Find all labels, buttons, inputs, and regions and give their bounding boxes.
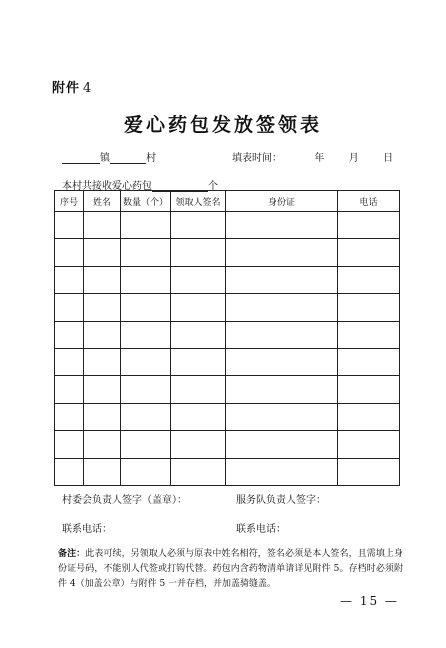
table-cell[interactable] [226, 239, 338, 266]
table-cell[interactable] [338, 458, 400, 485]
table-cell[interactable] [171, 403, 226, 430]
service-team-signature: 服务队负责人签字： [236, 495, 326, 506]
table-row [55, 458, 400, 485]
table-cell[interactable] [171, 266, 226, 293]
table-cell[interactable] [84, 348, 121, 375]
col-header-quantity: 数量（个） [121, 191, 171, 212]
table-cell[interactable] [338, 239, 400, 266]
table-cell[interactable] [55, 321, 84, 348]
town-blank[interactable] [62, 154, 100, 164]
table-cell[interactable] [121, 266, 171, 293]
table-cell[interactable] [171, 321, 226, 348]
table-cell[interactable] [55, 294, 84, 321]
table-cell[interactable] [84, 266, 121, 293]
table-cell[interactable] [171, 294, 226, 321]
table-cell[interactable] [171, 212, 226, 239]
col-header-id-card: 身份证 [226, 191, 338, 212]
table-cell[interactable] [84, 294, 121, 321]
table-cell[interactable] [121, 321, 171, 348]
table-body [55, 212, 400, 486]
table-cell[interactable] [226, 266, 338, 293]
table-cell[interactable] [84, 431, 121, 458]
table-cell[interactable] [121, 431, 171, 458]
table-cell[interactable] [55, 376, 84, 403]
table-cell[interactable] [84, 212, 121, 239]
month-label: 月 [348, 153, 359, 164]
table-cell[interactable] [121, 294, 171, 321]
note-text: 此表可续，另领取人必须与原表中姓名相符，签名必须是本人签名，且需填上身份证号码，不能别人代签或打钩代替。药包内含药物清单请详见附件 5。存档时必须附件 4（加盖公章）与附件 5 一并存档，并加盖骑缝盖。 [58, 549, 403, 589]
table-cell[interactable] [226, 212, 338, 239]
contact-phone-left: 联系电话： [62, 524, 112, 535]
received-prefix: 本村共接收爱心药包 [62, 181, 152, 192]
table-row [55, 212, 400, 239]
col-header-seq: 序号 [55, 191, 84, 212]
table-cell[interactable] [55, 403, 84, 430]
table-cell[interactable] [226, 458, 338, 485]
table-row [55, 348, 400, 375]
table-cell[interactable] [226, 294, 338, 321]
table-cell[interactable] [171, 431, 226, 458]
table-row [55, 403, 400, 430]
village-suffix: 村 [146, 153, 156, 164]
table-cell[interactable] [121, 403, 171, 430]
contact-phone-right: 联系电话： [236, 524, 286, 535]
table-cell[interactable] [171, 458, 226, 485]
table-row [55, 321, 400, 348]
table-header-row [55, 191, 400, 212]
table-cell[interactable] [338, 212, 400, 239]
table-cell[interactable] [55, 239, 84, 266]
table-cell[interactable] [171, 239, 226, 266]
table-cell[interactable] [121, 212, 171, 239]
table-cell[interactable] [338, 266, 400, 293]
table-cell[interactable] [121, 376, 171, 403]
table-cell[interactable] [55, 266, 84, 293]
fill-time-line [232, 149, 393, 164]
sign-table [54, 190, 400, 486]
table-cell[interactable] [171, 348, 226, 375]
village-committee-signature: 村委会负责人签字（盖章）： [62, 495, 187, 506]
table-cell[interactable] [84, 376, 121, 403]
table-row [55, 376, 400, 403]
table-cell[interactable] [338, 376, 400, 403]
table-cell[interactable] [338, 403, 400, 430]
table-row [55, 294, 400, 321]
table-cell[interactable] [171, 376, 226, 403]
table-cell[interactable] [338, 431, 400, 458]
col-header-name: 姓名 [84, 191, 121, 212]
table-cell[interactable] [226, 376, 338, 403]
table-cell[interactable] [84, 458, 121, 485]
table-cell[interactable] [226, 431, 338, 458]
day-label: 日 [383, 153, 394, 164]
table-cell[interactable] [121, 348, 171, 375]
table-cell[interactable] [226, 321, 338, 348]
table-cell[interactable] [84, 403, 121, 430]
table-cell[interactable] [226, 403, 338, 430]
col-header-phone: 电话 [338, 191, 400, 212]
fill-time-label: 填表时间： [232, 153, 282, 164]
table-cell[interactable] [226, 348, 338, 375]
received-unit: 个 [208, 181, 218, 192]
location-line [62, 149, 156, 164]
table-cell[interactable] [338, 321, 400, 348]
year-label: 年 [314, 153, 325, 164]
table-cell[interactable] [55, 348, 84, 375]
table-row [55, 266, 400, 293]
page-number: — 15 — [340, 594, 399, 608]
note [58, 547, 403, 592]
table-cell[interactable] [338, 294, 400, 321]
table-row [55, 431, 400, 458]
page-title: 爱心药包发放签领表 [123, 114, 322, 136]
table-cell[interactable] [55, 458, 84, 485]
table-cell[interactable] [55, 212, 84, 239]
attachment-word: 附件 [52, 81, 81, 96]
note-label: 备注： [58, 549, 86, 559]
attachment-number: 4 [83, 81, 93, 96]
village-blank[interactable] [110, 154, 146, 164]
table-cell[interactable] [84, 321, 121, 348]
attachment-label [52, 77, 92, 96]
table-cell[interactable] [338, 348, 400, 375]
table-cell[interactable] [121, 458, 171, 485]
table-cell[interactable] [121, 239, 171, 266]
table-cell[interactable] [55, 431, 84, 458]
table-cell[interactable] [84, 239, 121, 266]
table-row [55, 239, 400, 266]
town-suffix: 镇 [100, 153, 110, 164]
col-header-signature: 领取人签名 [171, 191, 226, 212]
